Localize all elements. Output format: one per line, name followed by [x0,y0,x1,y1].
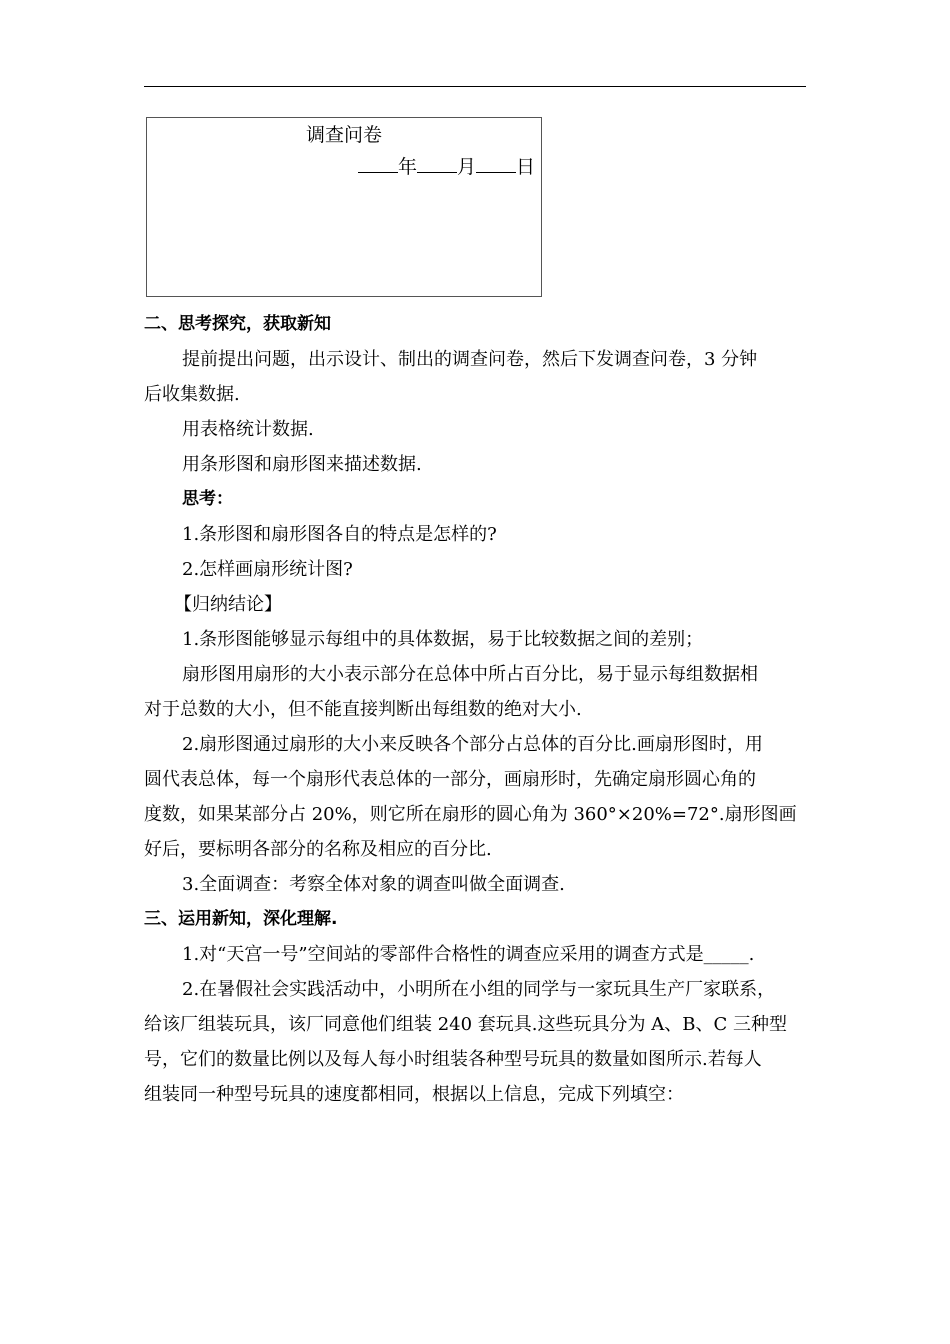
conclusion-1b: 扇形图用扇形的大小表示部分在总体中所占百分比，易于显示每组数据相 [182,664,758,685]
survey-date [358,152,535,179]
exercise-2: 号，它们的数量比例以及每人每小时组装各种型号玩具的数量如图所示.若每人 [144,1049,762,1070]
day-blank [476,156,516,173]
document-body [144,307,808,1112]
exercise-2: 2.在暑假社会实践活动中，小明所在小组的同学与一家玩具生产厂家联系， [182,979,776,1000]
paragraph: 后收集数据. [144,384,240,405]
conclusion-2: 度数，如果某部分占 20%，则它所在扇形的圆心角为 360°×20%=72°.扇形图画 [144,804,797,825]
conclusion-label: 【归纳结论】 [174,594,282,615]
conclusion-3: 3.全面调查：考察全体对象的调查叫做全面调查. [182,874,565,895]
think-label: 思考： [182,489,233,509]
exercise-1: 1.对“天宫一号”空间站的零部件合格性的调查应采用的调查方式是_____. [182,944,755,965]
day-label: 日 [515,156,535,178]
section3-heading: 三、运用新知，深化理解. [144,909,338,929]
month-label: 月 [456,156,476,178]
month-blank [417,156,457,173]
question-1: 1.条形图和扇形图各自的特点是怎样的? [182,524,497,545]
year-blank [358,156,398,173]
paragraph: 用表格统计数据. [182,419,314,440]
conclusion-1: 1.条形图能够显示每组中的具体数据，易于比较数据之间的差别； [182,629,704,650]
exercise-2: 给该厂组装玩具，该厂同意他们组装 240 套玩具.这些玩具分为 A、B、C 三种型 [144,1014,787,1035]
section2-heading: 二、思考探究，获取新知 [144,314,331,334]
conclusion-1b: 对于总数的大小，但不能直接判断出每组数的绝对大小. [144,699,582,720]
conclusion-2: 好后，要标明各部分的名称及相应的百分比. [144,839,492,860]
conclusion-2: 圆代表总体，每一个扇形代表总体的一部分，画扇形时，先确定扇形圆心角的 [144,769,756,790]
header-rule [144,86,806,87]
conclusion-2: 2.扇形图通过扇形的大小来反映各个部分占总体的百分比.画扇形图时，用 [182,734,763,755]
year-label: 年 [397,156,417,178]
paragraph: 提前提出问题，出示设计、制出的调查问卷，然后下发调查问卷，3 分钟 [182,349,758,370]
survey-title: 调查问卷 [305,124,382,146]
exercise-2: 组装同一种型号玩具的速度都相同，根据以上信息，完成下列填空： [144,1084,684,1105]
survey-form-box [146,117,542,297]
paragraph: 用条形图和扇形图来描述数据. [182,454,422,475]
question-2: 2.怎样画扇形统计图? [182,559,353,580]
